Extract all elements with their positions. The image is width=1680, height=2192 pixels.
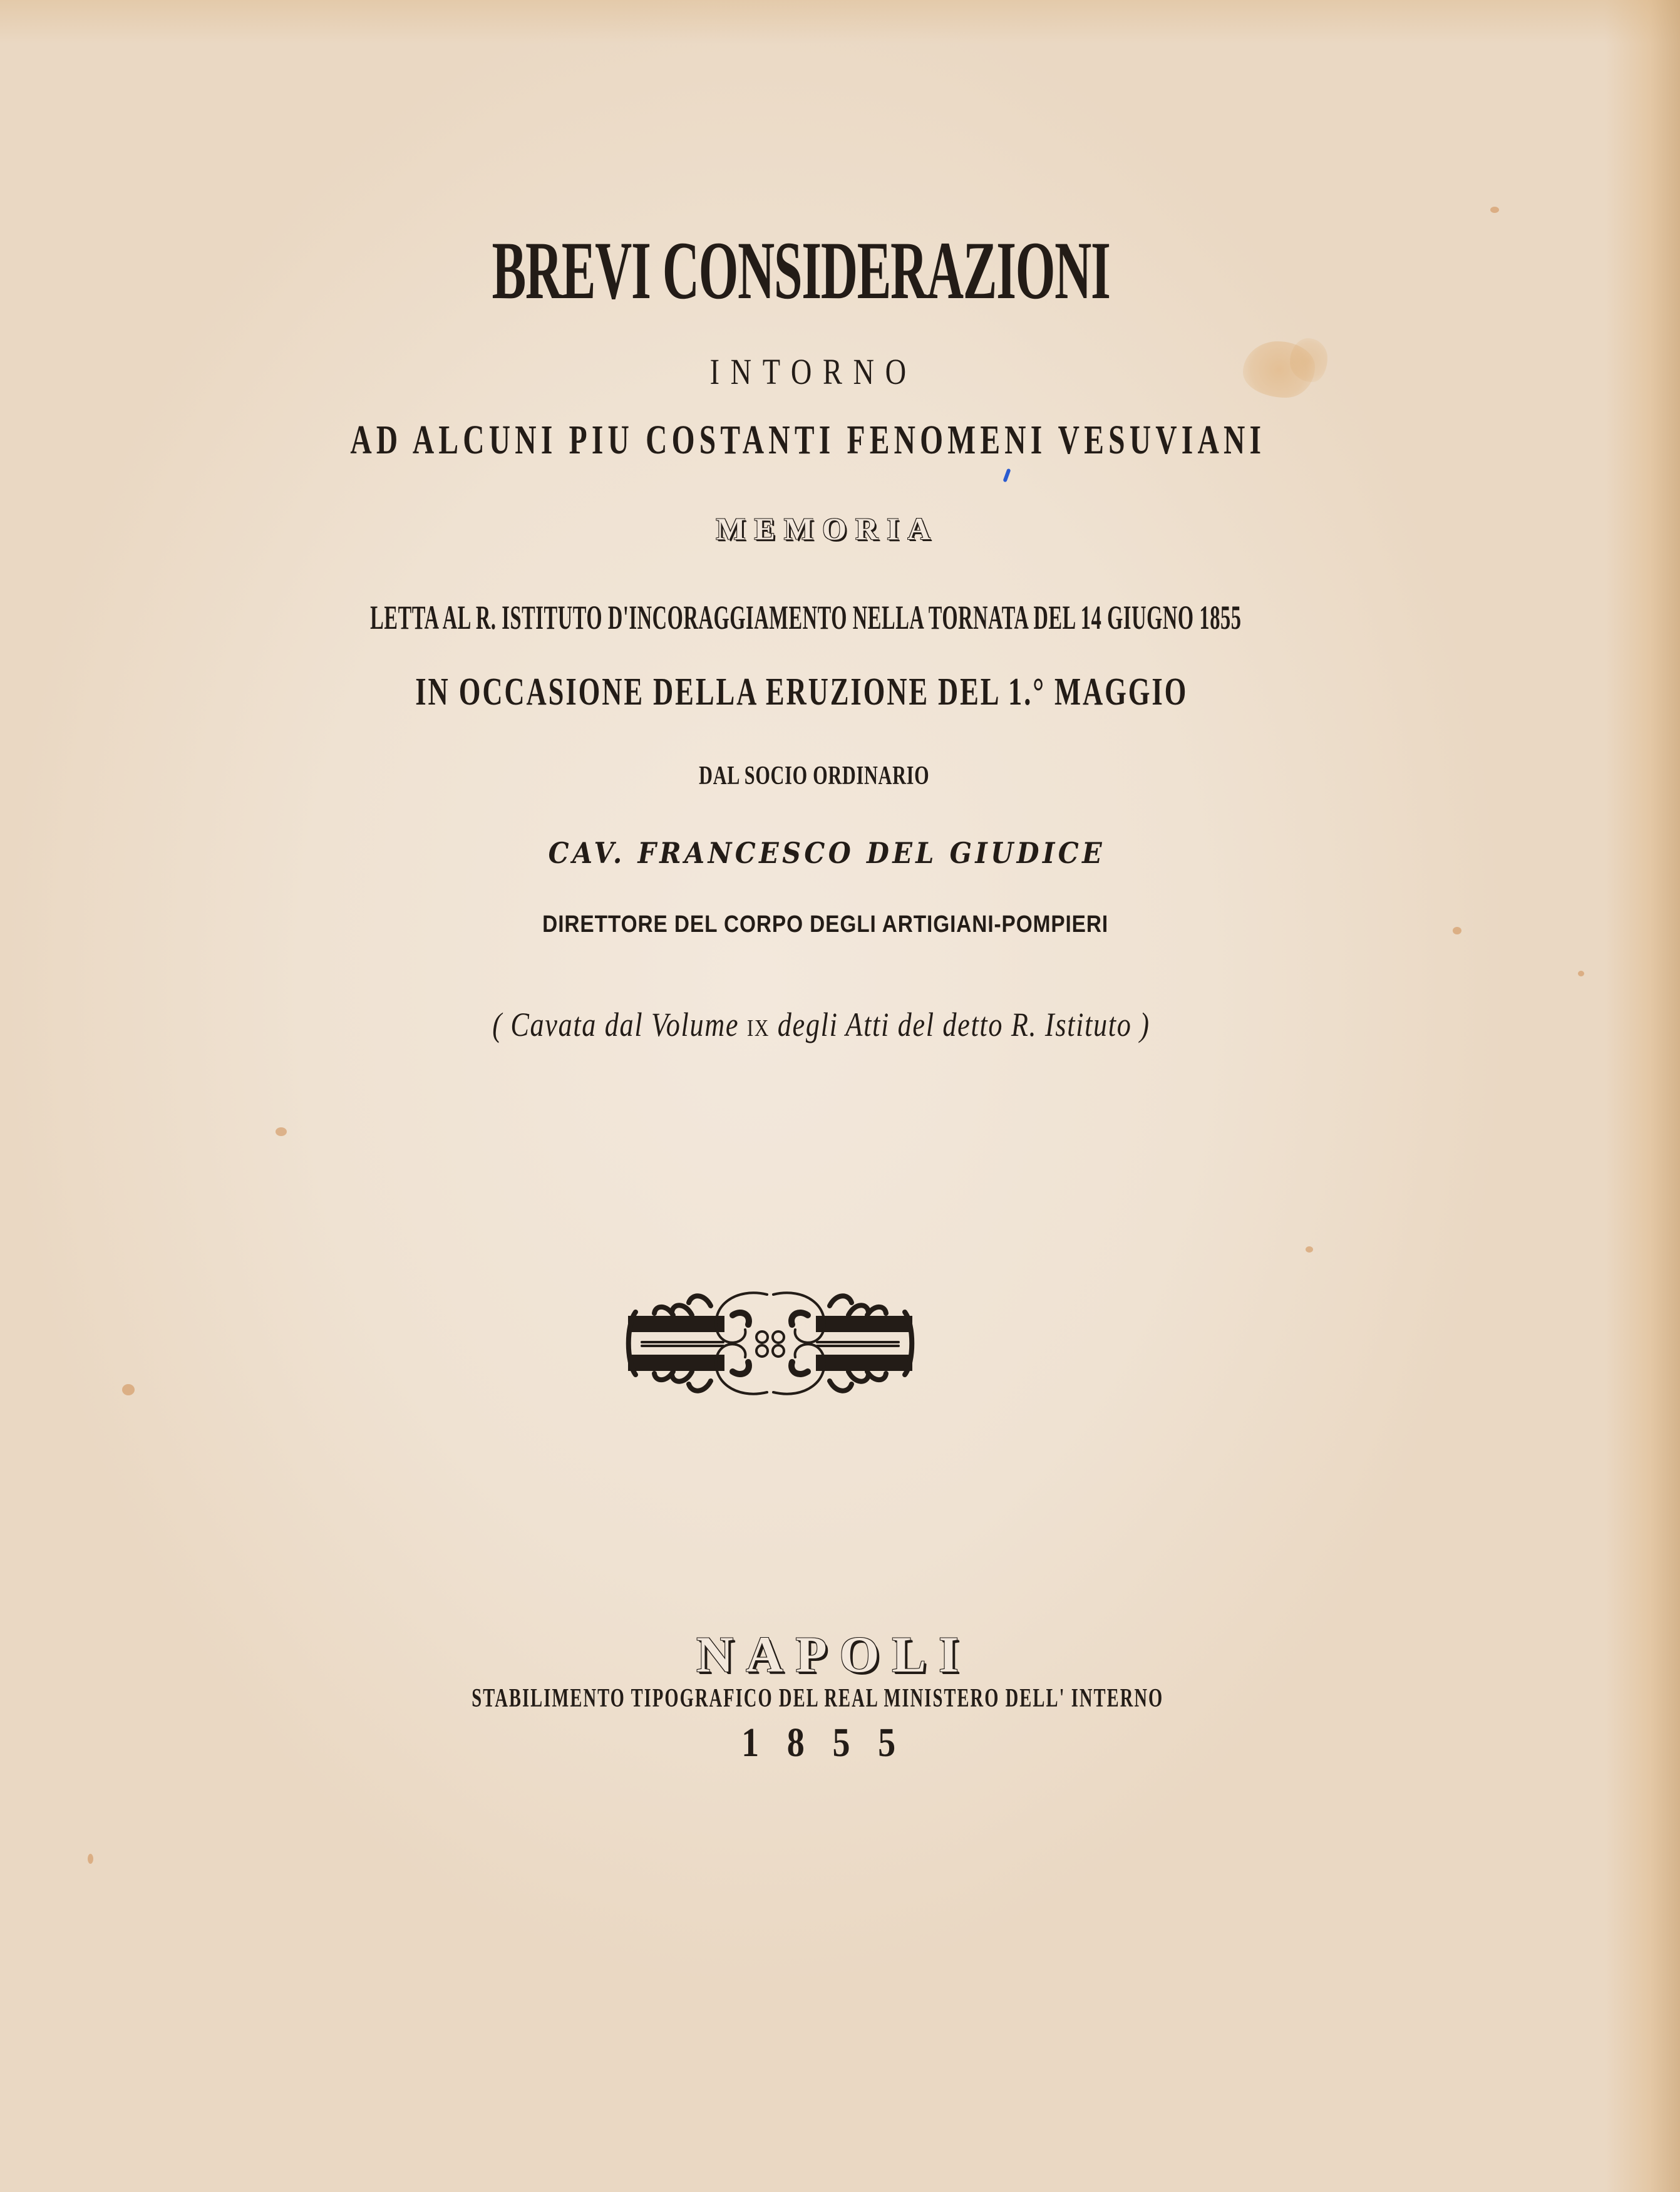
source-note-text-2: degli Atti del detto R. Istituto [770, 1006, 1132, 1043]
foxing-spot [276, 1127, 287, 1136]
foxing-spot [1578, 971, 1584, 976]
foxing-spot [1490, 207, 1499, 213]
ink-mark [1002, 468, 1011, 483]
source-note [132, 1005, 1510, 1044]
occasion-note: IN OCCASIONE DELLA ERUZIONE DEL 1.° MAGGIO [415, 671, 1188, 713]
imprint-city: NAPOLI [696, 1626, 971, 1683]
title-connector: INTORNO [709, 351, 917, 392]
imprint-printer: STABILIMENTO TIPOGRAFICO DEL REAL MINISTERO DELL' INTERNO [472, 1684, 1164, 1713]
paper-edge-top [0, 0, 1680, 44]
author-role: DIRETTORE DEL CORPO DEGLI ARTIGIANI-POMPIERI [542, 911, 1109, 938]
paren-open: ( [492, 1006, 511, 1043]
imprint-year: 1 8 5 5 [741, 1720, 905, 1765]
printer-ornament-icon [617, 1281, 924, 1406]
paper-edge-right [1605, 0, 1680, 2192]
author-name: CAV. FRANCESCO DEL GIUDICE [548, 836, 1106, 870]
source-note-text: Cavata dal Volume [510, 1006, 747, 1043]
genre-label: MEMORIA [716, 511, 939, 546]
page-title: BREVI CONSIDERAZIONI [492, 224, 1110, 316]
reading-note: LETTA AL R. ISTITUTO D'INCORAGGIAMENTO NELLA TORNATA DEL 14 GIUGNO 1855 [370, 599, 1242, 636]
foxing-spot [1306, 1246, 1313, 1253]
volume-number: ix [746, 1006, 770, 1043]
foxing-spot [122, 1384, 135, 1395]
byline-label: DAL SOCIO ORDINARIO [699, 762, 930, 790]
paren-close: ) [1131, 1006, 1150, 1043]
foxing-spot [88, 1854, 93, 1864]
subtitle: AD ALCUNI PIU COSTANTI FENOMENI VESUVIANI [350, 417, 1266, 463]
